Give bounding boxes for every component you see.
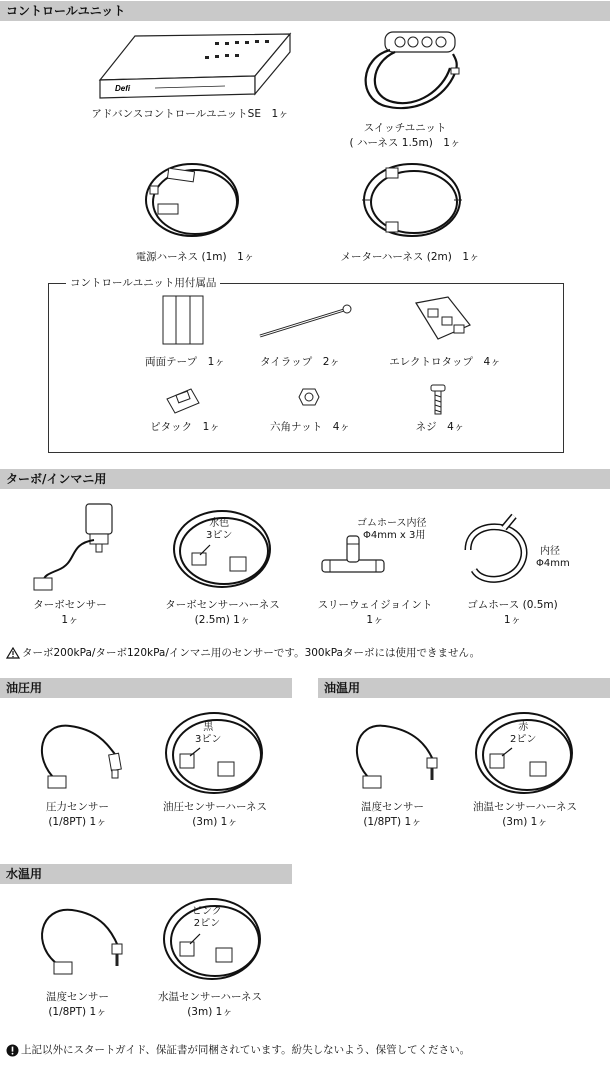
- caption-oiltemp-sensor: 温度センサー (1/8PT) 1ヶ: [361, 801, 424, 828]
- water-harness-label: ピンク 2ピン: [192, 906, 222, 929]
- section-header-oilpress: 油圧用: [0, 678, 292, 698]
- water-sensor-illustration: [28, 902, 128, 982]
- screw-icon: [428, 384, 448, 416]
- footer-note: 上記以外にスタートガイド、保証書が同梱されています。紛失しないよう、保管してください。: [6, 1043, 470, 1057]
- hose-label: 内径 Φ4mm: [536, 546, 570, 569]
- switch-unit-illustration: [355, 28, 465, 118]
- caption-water-harness: 水温センサーハーネス (3m) 1ヶ: [158, 991, 262, 1018]
- power-harness-illustration: [140, 156, 250, 246]
- double-sided-tape-icon: [162, 295, 204, 345]
- pitack-icon: [165, 385, 201, 417]
- caption-switch-unit: スイッチユニット ( ハーネス 1.5m) 1ヶ: [349, 122, 461, 149]
- caption-control-unit: アドバンスコントロールユニットSE 1ヶ: [91, 108, 289, 120]
- caption-power-harness: 電源ハーネス (1m) 1ヶ: [135, 251, 255, 263]
- brand-logo: Defi: [115, 84, 131, 93]
- electro-tap-icon: [408, 295, 478, 345]
- accessories-title: コントロールユニット用付属品: [66, 276, 220, 290]
- caption-hose: ゴムホース (0.5m) 1ヶ: [467, 599, 558, 626]
- turbo-warning: ターボ200kPa/ターボ120kPa/インマニ用のセンサーです。300kPaターボには使用できません。: [6, 646, 480, 660]
- caption-turbo-sensor: ターボセンサー 1ヶ: [33, 599, 107, 626]
- cable-tie-icon: [258, 300, 358, 340]
- oiltemp-sensor-illustration: [345, 718, 445, 793]
- oiltemp-harness-label: 赤 2ピン: [510, 722, 537, 745]
- caption-pitack: ピタック 1ヶ: [150, 421, 220, 433]
- caption-joint: スリーウェイジョイント 1ヶ: [317, 599, 433, 626]
- control-unit-illustration: [95, 28, 295, 106]
- pressure-sensor-illustration: [30, 718, 130, 793]
- rubber-hose-illustration: [458, 510, 538, 590]
- section-header-turbo: ターボ/インマニ用: [0, 469, 610, 489]
- warning-icon: [6, 647, 20, 659]
- caption-oiltemp-harness: 油温センサーハーネス (3m) 1ヶ: [473, 801, 577, 828]
- section-header-water: 水温用: [0, 864, 292, 884]
- caption-electro-tap: エレクトロタップ 4ヶ: [389, 356, 501, 368]
- joint-label: ゴムホース内径 Φ4mm x 3用: [357, 518, 427, 541]
- meter-harness-illustration: [358, 156, 468, 246]
- exclamation-circle-icon: [6, 1044, 19, 1057]
- turbo-harness-label: 水色 3ピン: [206, 518, 233, 541]
- caption-oilpress-harness: 油圧センサーハーネス (3m) 1ヶ: [163, 801, 267, 828]
- turbo-sensor-illustration: [28, 500, 128, 595]
- section-header-oiltemp: 油温用: [318, 678, 610, 698]
- caption-cable-tie: タイラップ 2ヶ: [260, 356, 340, 368]
- caption-screw: ネジ 4ヶ: [415, 421, 465, 433]
- caption-meter-harness: メーターハーネス (2m) 1ヶ: [340, 251, 480, 263]
- hex-nut-icon: [298, 388, 320, 406]
- caption-hex-nut: 六角ナット 4ヶ: [270, 421, 350, 433]
- section-header-control: コントロールユニット: [0, 1, 610, 21]
- caption-water-sensor: 温度センサー (1/8PT) 1ヶ: [46, 991, 109, 1018]
- caption-turbo-harness: ターボセンサーハーネス (2.5m) 1ヶ: [165, 599, 280, 626]
- caption-pressure-sensor: 圧力センサー (1/8PT) 1ヶ: [46, 801, 109, 828]
- oilpress-harness-label: 黒 3ピン: [195, 722, 222, 745]
- caption-tape: 両面テープ 1ヶ: [145, 356, 225, 368]
